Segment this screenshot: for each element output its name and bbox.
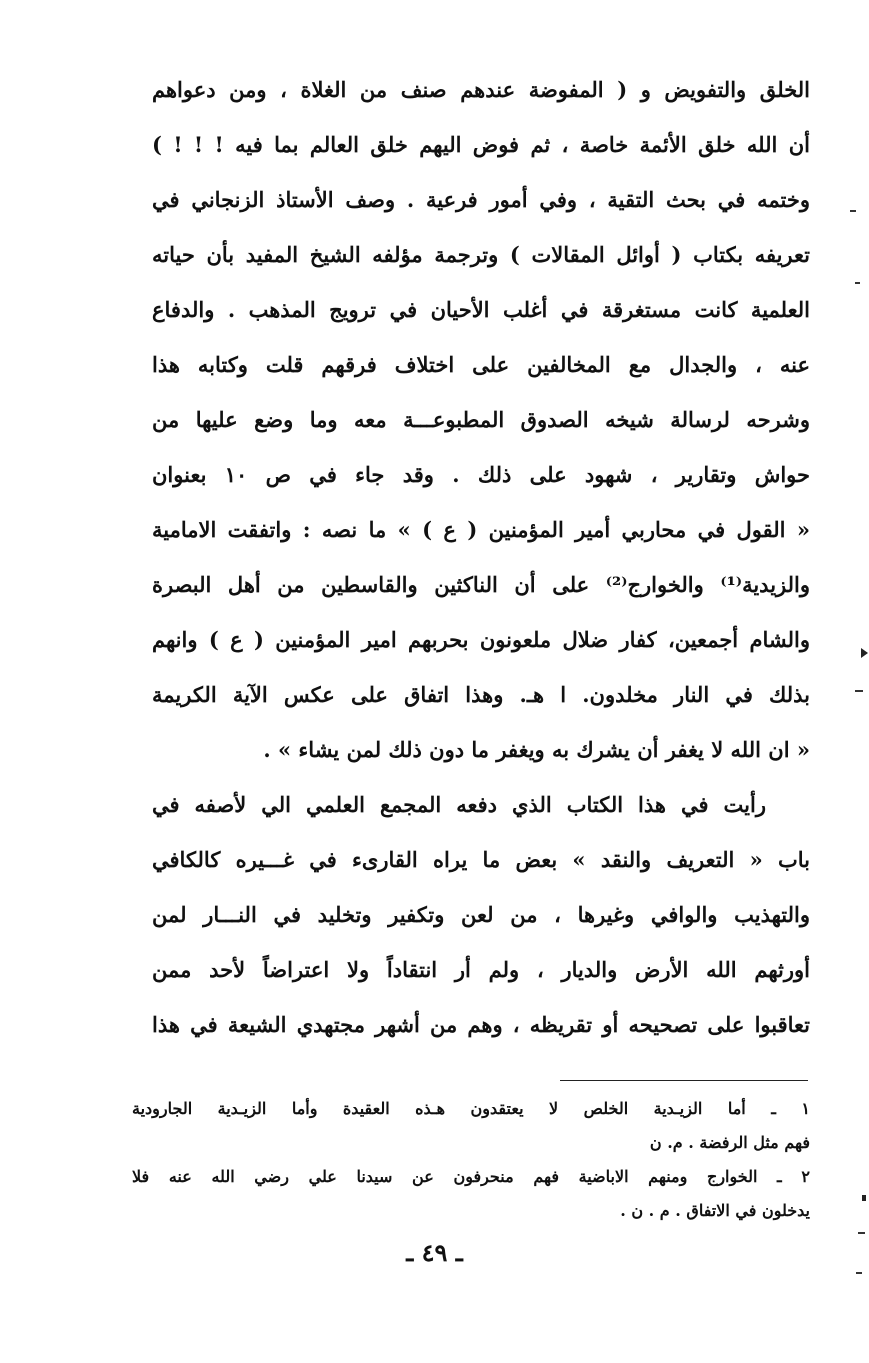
- footnote-line: فهم مثل الرفضة . م. ن: [649, 1133, 810, 1152]
- main-text-block: [152, 62, 810, 1052]
- scan-speck: [858, 1232, 865, 1234]
- text-line: تعاقبوا على تصحيحه أو تقريظه ، وهم من أشهر مجتهدي الشيعة في هذا: [152, 1012, 810, 1037]
- text-line: العلمية كانت مستغرقة في أغلب الأحيان في ترويج المذهب . والدفاع: [152, 297, 810, 322]
- text-line-paragraph-end: « ان الله لا يغفر أن يشرك به ويغفر ما دون ذلك لمن يشاء » .: [263, 737, 810, 762]
- scan-speck: [855, 690, 863, 692]
- footnote-line: يدخلون في الاتفاق . م . ن .: [620, 1201, 810, 1220]
- scan-speck: [850, 210, 856, 212]
- text-line: عنه ، والجدال مع المخالفين على اختلاف فرقهم قلت وكتابه هذا: [152, 352, 810, 377]
- text-line: والتهذيب والوافي وغيرها ، من لعن وتكفير وتخليد في النـــار لمن: [152, 902, 810, 927]
- text-line: « القول في محاربي أمير المؤمنين ( ع ) » ما نصه : واتفقت الامامية: [152, 517, 810, 542]
- footnote-separator-rule: [560, 1080, 808, 1081]
- text-line: بذلك في النار مخلدون. ا هـ. وهذا اتفاق على عكس الآية الكريمة: [152, 682, 810, 707]
- text-line: والزيدية⁽¹⁾ والخوارج⁽²⁾ على أن الناكثين والقاسطين من أهل البصرة: [152, 572, 810, 597]
- text-line: وشرحه لرسالة شيخه الصدوق المطبوعـــة معه وما وضع عليها من: [152, 407, 810, 432]
- scan-speck: [861, 648, 868, 658]
- scan-speck: [856, 1272, 862, 1274]
- text-line: باب « التعريف والنقد » بعض ما يراه القارىء في غـــيره كالكافي: [152, 847, 810, 872]
- scan-speck: [862, 1195, 866, 1201]
- page-number: ـ ٤٩ ـ: [406, 1238, 463, 1267]
- footnote-line: ١ ـ أما الزيـدية الخلص لا يعتقدون هـذه العقيدة وأما الزيـدية الجارودية: [132, 1099, 810, 1118]
- footnotes-block: [132, 1092, 810, 1228]
- text-line: تعريفه بكتاب ( أوائل المقالات ) وترجمة مؤلفه الشيخ المفيد بأن حياته: [152, 242, 810, 267]
- footnote-line: ٢ ـ الخوارج ومنهم الاباضية فهم منحرفون عن سيدنا علي رضي الله عنه فلا: [132, 1167, 810, 1186]
- text-line: أورثهم الله الأرض والديار ، ولم أر انتقاداً ولا اعتراضاً لأحد ممن: [152, 957, 810, 982]
- text-line: الخلق والتفويض و ( المفوضة عندهم صنف من الغلاة ، ومن دعواهم: [152, 77, 810, 102]
- text-line: وختمه في بحث التقية ، وفي أمور فرعية . وصف الأستاذ الزنجاني في: [152, 187, 810, 212]
- text-line: أن الله خلق الأئمة خاصة ، ثم فوض اليهم خلق العالم بما فيه ! ! ! ): [152, 132, 810, 157]
- text-line-paragraph-start: رأيت في هذا الكتاب الذي دفعه المجمع العلمي الي لأصفه في: [152, 792, 766, 817]
- text-line: حواش وتقارير ، شهود على ذلك . وقد جاء في ص ١٠ بعنوان: [152, 462, 810, 487]
- scan-speck: [855, 282, 860, 284]
- text-line: والشام أجمعين، كفار ضلال ملعونون بحربهم امير المؤمنين ( ع ) وانهم: [152, 627, 810, 652]
